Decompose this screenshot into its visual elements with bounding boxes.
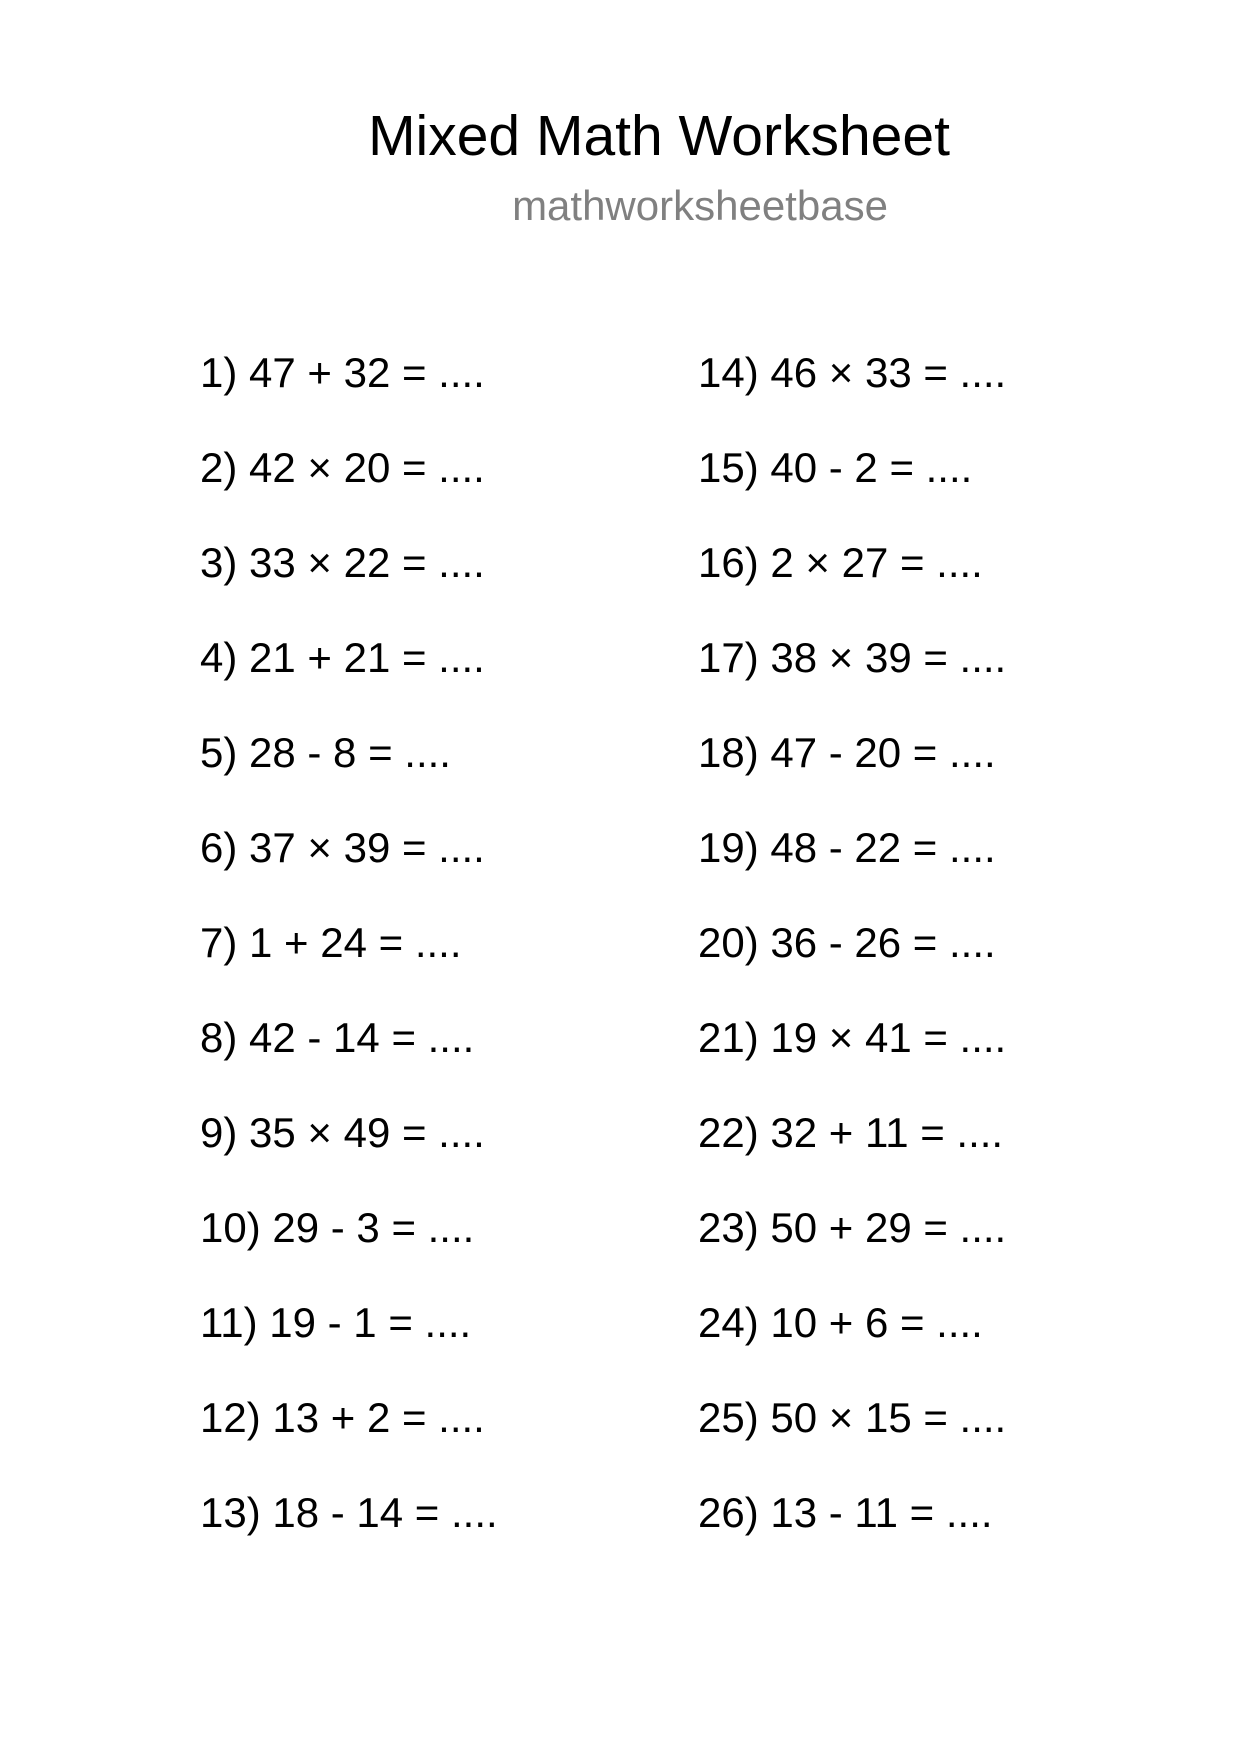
- problem-item: 3) 33 × 22 = ....: [200, 539, 485, 586]
- problem-item: 22) 32 + 11 = ....: [698, 1109, 1004, 1156]
- problem-item: 16) 2 × 27 = ....: [698, 539, 983, 586]
- problem-item: 13) 18 - 14 = ....: [200, 1489, 498, 1536]
- problem-item: 21) 19 × 41 = ....: [698, 1014, 1007, 1061]
- problem-item: 10) 29 - 3 = ....: [200, 1204, 475, 1251]
- problem-item: 11) 19 - 1 = ....: [200, 1299, 472, 1346]
- problem-item: 5) 28 - 8 = ....: [200, 729, 451, 776]
- problem-item: 18) 47 - 20 = ....: [698, 729, 996, 776]
- problem-column-right: [698, 348, 1006, 1583]
- problem-item: 24) 10 + 6 = ....: [698, 1299, 983, 1346]
- problem-item: 14) 46 × 33 = ....: [698, 349, 1007, 396]
- problem-item: 9) 35 × 49 = ....: [200, 1109, 485, 1156]
- worksheet-source: mathworksheetbase: [512, 182, 888, 229]
- problem-item: 15) 40 - 2 = ....: [698, 444, 973, 491]
- problem-item: 2) 42 × 20 = ....: [200, 444, 485, 491]
- problem-item: 17) 38 × 39 = ....: [698, 634, 1007, 681]
- problem-item: 6) 37 × 39 = ....: [200, 824, 485, 871]
- problem-item: 4) 21 + 21 = ....: [200, 634, 485, 681]
- problem-item: 26) 13 - 11 = ....: [698, 1489, 993, 1536]
- problem-item: 12) 13 + 2 = ....: [200, 1394, 485, 1441]
- problem-item: 23) 50 + 29 = ....: [698, 1204, 1007, 1251]
- problem-column-left: [200, 348, 498, 1583]
- problem-item: 7) 1 + 24 = ....: [200, 919, 462, 966]
- problem-item: 25) 50 × 15 = ....: [698, 1394, 1007, 1441]
- problem-item: 8) 42 - 14 = ....: [200, 1014, 475, 1061]
- problem-item: 20) 36 - 26 = ....: [698, 919, 996, 966]
- problem-item: 1) 47 + 32 = ....: [200, 349, 485, 396]
- worksheet-title: Mixed Math Worksheet: [368, 104, 950, 168]
- problem-item: 19) 48 - 22 = ....: [698, 824, 996, 871]
